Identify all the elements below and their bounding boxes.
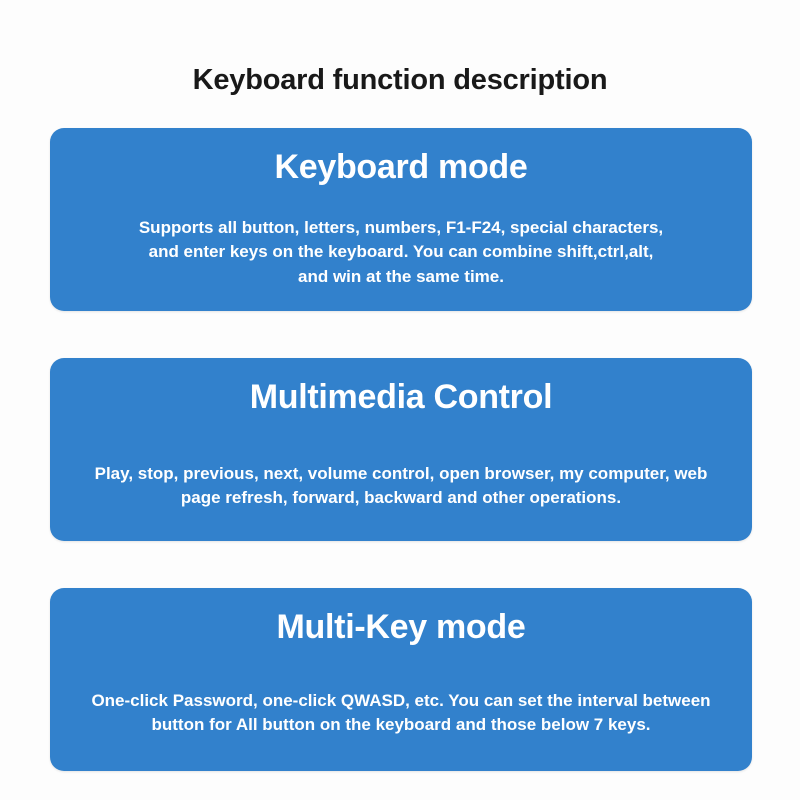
feature-card-heading: Multimedia Control: [249, 378, 553, 416]
feature-card-keyboard-mode: [50, 128, 752, 311]
feature-card-description: Play, stop, previous, next, volume control, open browser, my computer, web page refresh, forward, backward and other operations.: [94, 463, 708, 508]
page-title: Keyboard function description: [192, 64, 608, 97]
feature-card-description: Supports all button, letters, numbers, F1-F24, special characters, and enter keys on the keyboard. You can combine shift,ctrl,alt, and win at the same time.: [138, 217, 664, 287]
feature-card-heading: Multi-Key mode: [276, 608, 526, 646]
feature-card-description: One-click Password, one-click QWASD, etc. You can set the interval between button for All button on the keyboard and those below 7 keys.: [91, 690, 711, 735]
feature-card-heading: Keyboard mode: [274, 148, 528, 186]
feature-card-multi-key-mode: [50, 588, 752, 771]
feature-card-list: [50, 128, 752, 771]
feature-card-multimedia-control: [50, 358, 752, 541]
